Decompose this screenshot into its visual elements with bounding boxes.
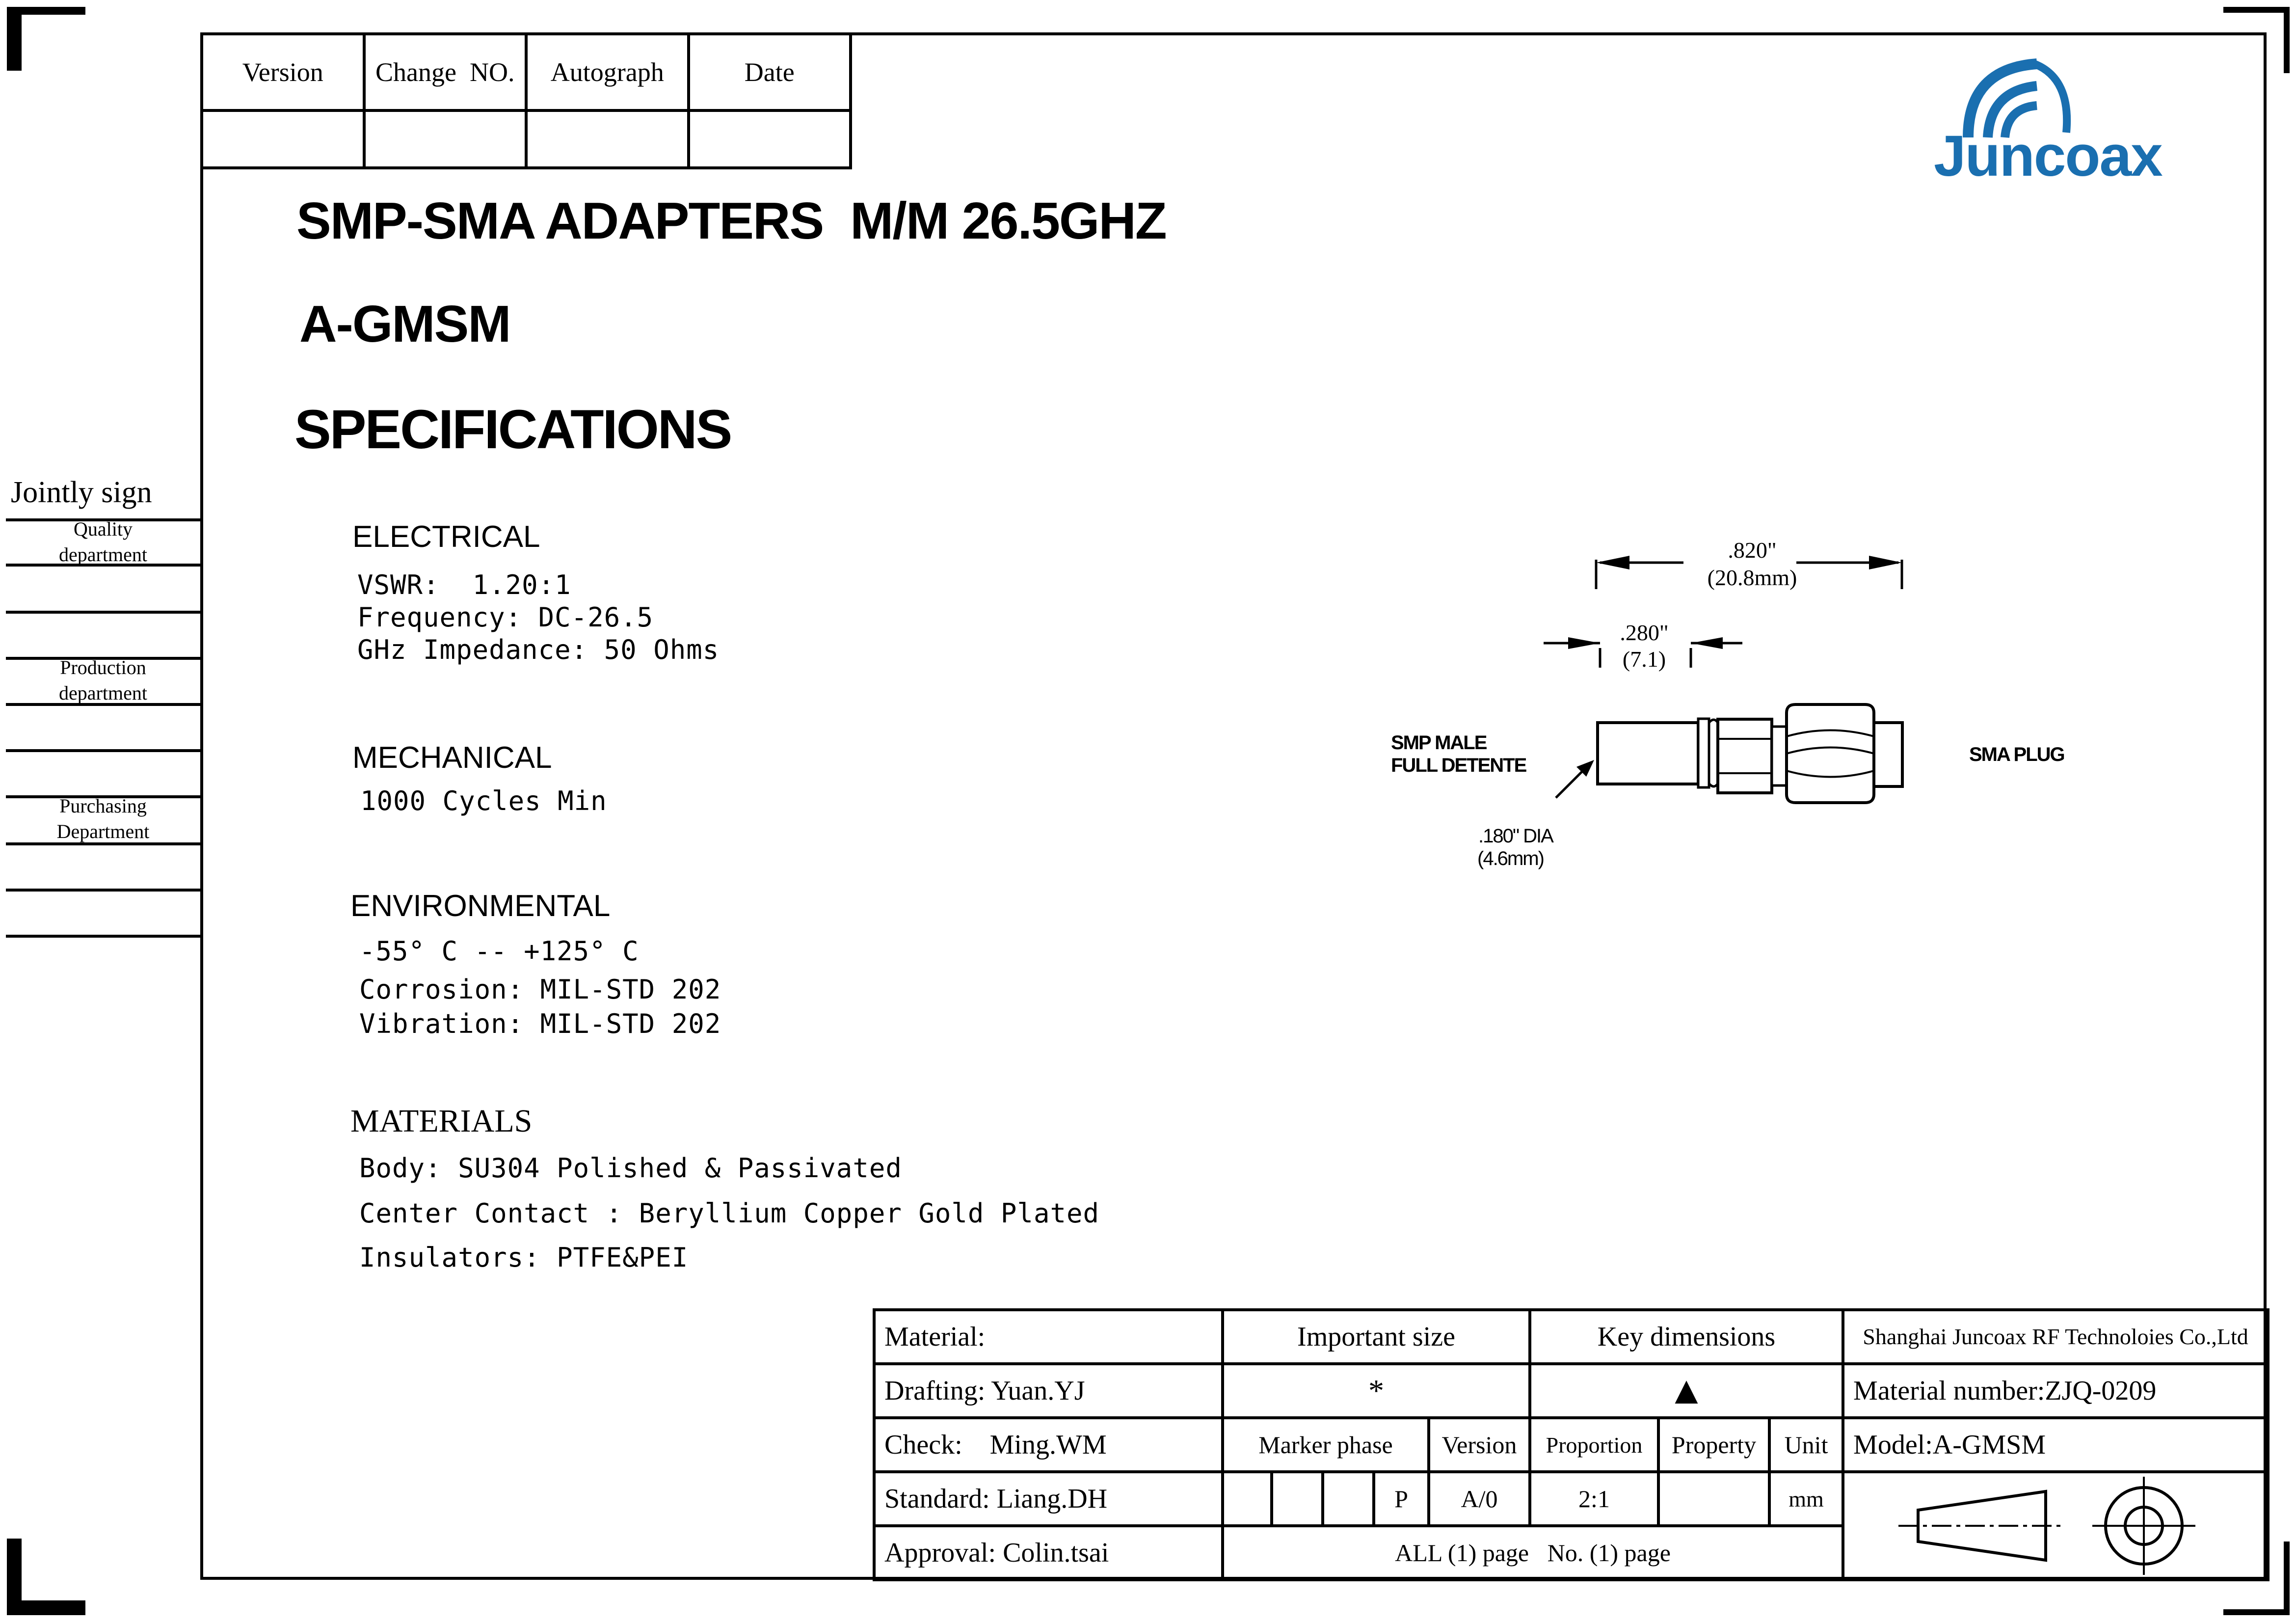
- rev-header-autograph: Autograph: [526, 34, 689, 110]
- revision-table: [200, 32, 852, 169]
- tb-phase-cell: [1223, 1472, 1272, 1526]
- title-block: [873, 1308, 2269, 1581]
- rev-cell: [364, 110, 527, 168]
- sign-divider: [6, 935, 200, 938]
- corner-mark-bottom-left: [7, 1539, 85, 1615]
- rev-cell: [202, 110, 364, 168]
- tb-standard: Standard: Liang.DH: [874, 1472, 1223, 1526]
- materials-insulators: Insulators: PTFE&PEI: [359, 1242, 689, 1273]
- rev-header-change-no: Change NO.: [364, 34, 527, 110]
- tb-version-value: A/0: [1429, 1472, 1530, 1526]
- environmental-heading: ENVIRONMENTAL: [350, 889, 611, 923]
- tb-model: Model:A-GMSM: [1843, 1418, 2268, 1472]
- rev-cell: [689, 110, 851, 168]
- sign-divider: [6, 749, 200, 752]
- sign-divider: [6, 703, 200, 706]
- environmental-vibration: Vibration: MIL-STD 202: [359, 1008, 721, 1039]
- sign-divider: [6, 889, 200, 892]
- corner-mark-top-left: [7, 7, 85, 71]
- tb-approval: Approval: Colin.tsai: [874, 1526, 1223, 1580]
- tb-pages: ALL (1) page No. (1) page: [1223, 1526, 1843, 1580]
- tb-proportion: Proportion: [1530, 1418, 1658, 1472]
- sign-divider: [6, 842, 200, 845]
- tb-property-value: [1658, 1472, 1769, 1526]
- mechanical-cycles: 1000 Cycles Min: [360, 785, 607, 816]
- third-angle-projection-icon: [1898, 1477, 2213, 1575]
- full-detente-label: FULL DETENTE: [1391, 755, 1526, 776]
- electrical-vswr: VSWR: 1.20:1: [357, 569, 571, 600]
- sign-purchasing-department: Purchasing Department: [56, 795, 150, 842]
- electrical-frequency: Frequency: DC-26.5: [357, 602, 654, 633]
- sma-plug-label: SMA PLUG: [1969, 744, 2064, 765]
- diameter-label: .180" DIA: [1478, 825, 1553, 847]
- environmental-temperature: -55° C -- +125° C: [359, 936, 639, 967]
- rev-header-version: Version: [202, 34, 364, 110]
- tb-material-number: Material number:ZJQ-0209: [1843, 1364, 2268, 1418]
- materials-body: Body: SU304 Polished & Passivated: [359, 1153, 902, 1184]
- triangle-icon: ▲: [1530, 1364, 1843, 1418]
- tb-proportion-value: 2:1: [1530, 1472, 1658, 1526]
- materials-center-contact: Center Contact : Beryllium Copper Gold Plated: [359, 1198, 1099, 1229]
- tb-drafting: Drafting: Yuan.YJ: [874, 1364, 1223, 1418]
- logo-text: Juncoax: [1934, 124, 2162, 189]
- tb-company: Shanghai Juncoax RF Technoloies Co.,Ltd: [1843, 1310, 2268, 1364]
- tb-key-dimensions: Key dimensions: [1530, 1310, 1843, 1364]
- tb-material: Material:: [874, 1310, 1223, 1364]
- tb-unit: Unit: [1769, 1418, 1843, 1472]
- tb-important-size: Important size: [1223, 1310, 1530, 1364]
- tb-property: Property: [1658, 1418, 1769, 1472]
- materials-heading: MATERIALS: [350, 1103, 533, 1139]
- tb-phase-cell: [1272, 1472, 1323, 1526]
- part-number: A-GMSM: [299, 295, 510, 353]
- projection-symbol: [1843, 1472, 2268, 1580]
- sign-production-department: Production department: [59, 656, 147, 704]
- tb-version: Version: [1429, 1418, 1530, 1472]
- jointly-sign-title: Jointly sign: [11, 476, 152, 509]
- tb-marker-phase: Marker phase: [1223, 1418, 1429, 1472]
- electrical-impedance: GHz Impedance: 50 Ohms: [357, 634, 720, 665]
- smp-male-label: SMP MALE: [1391, 732, 1487, 754]
- environmental-corrosion: Corrosion: MIL-STD 202: [359, 974, 721, 1005]
- diameter-mm-label: (4.6mm): [1477, 848, 1544, 869]
- tb-star: *: [1223, 1364, 1530, 1418]
- tb-phase-p: P: [1374, 1472, 1429, 1526]
- mechanical-heading: MECHANICAL: [352, 741, 552, 775]
- smp-length-mm: (7.1): [1622, 647, 1666, 672]
- company-logo: [1934, 49, 2199, 187]
- rev-cell: [526, 110, 689, 168]
- sign-divider: [6, 611, 200, 614]
- tb-unit-value: mm: [1769, 1472, 1843, 1526]
- sign-quality-department: Quality department: [59, 518, 147, 566]
- sign-divider: [6, 564, 200, 567]
- specifications-heading: SPECIFICATIONS: [294, 399, 731, 460]
- electrical-heading: ELECTRICAL: [352, 520, 540, 554]
- overall-length-mm: (20.8mm): [1707, 565, 1797, 590]
- tb-phase-cell: [1323, 1472, 1374, 1526]
- tb-check: Check: Ming.WM: [874, 1418, 1223, 1472]
- overall-length-dim: .820": [1728, 538, 1777, 563]
- smp-length-dim: .280": [1620, 620, 1669, 645]
- rev-header-date: Date: [689, 34, 851, 110]
- product-title: SMP-SMA ADAPTERS M/M 26.5GHZ: [296, 192, 1166, 250]
